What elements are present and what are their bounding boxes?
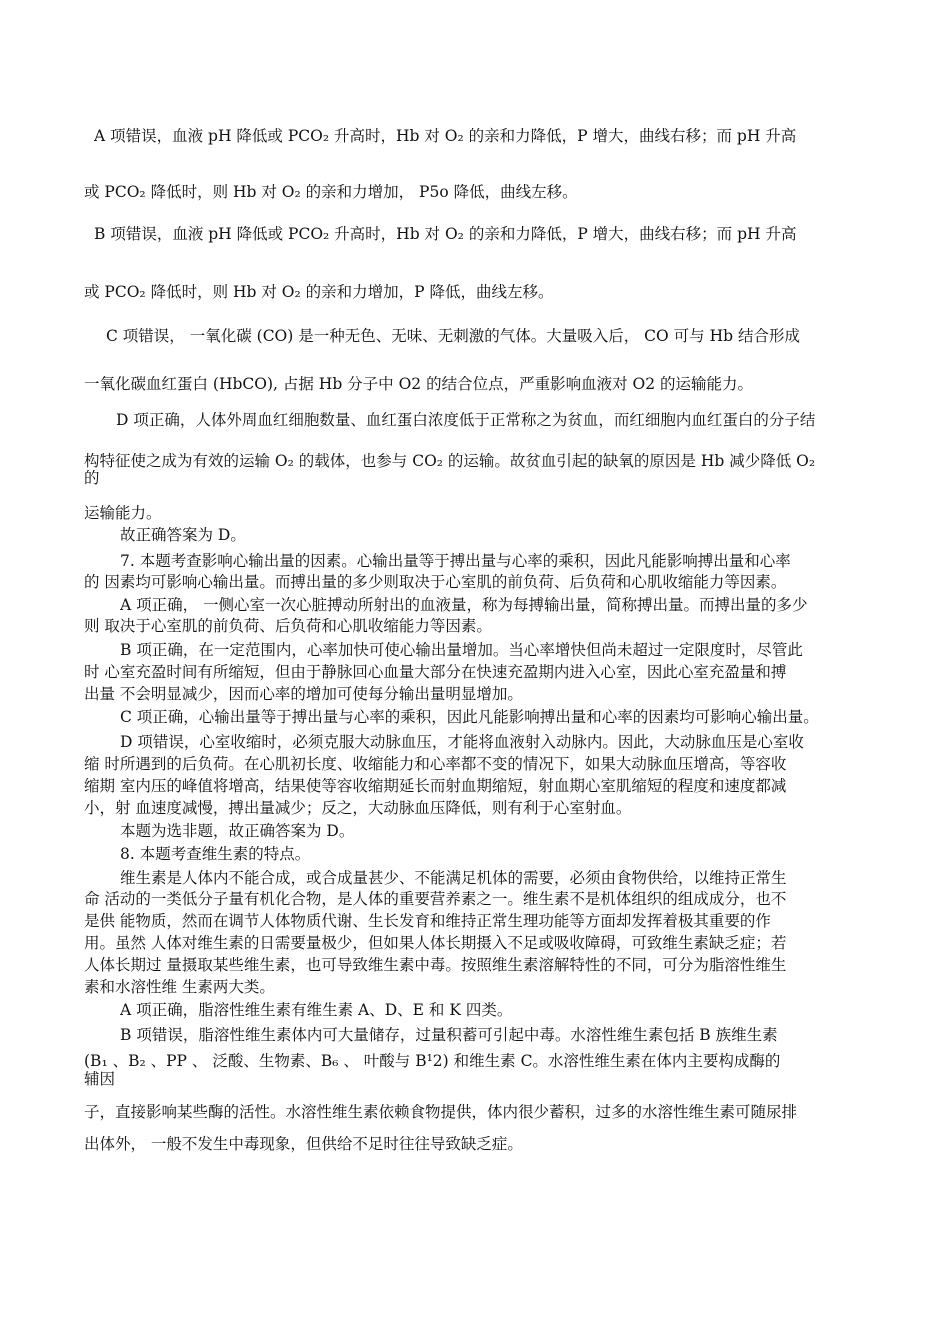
text-line: D 项错误，心室收缩时，必须克服大动脉血压，才能将血液射入动脉内。因此，大动脉血压是心室收 (120, 733, 804, 751)
text-line: 8. 本题考查维生素的特点。 (120, 845, 311, 863)
text-line: 子，直接影响某些酶的活性。水溶性维生素依赖食物提供，体内很少蓄积，过多的水溶性维生素可随尿排 (84, 1103, 798, 1121)
text-line: 运输能力。 (84, 504, 162, 522)
text-line: 或 PCO₂ 降低时，则 Hb 对 O₂ 的亲和力增加，P 降低，曲线左移。 (84, 283, 554, 301)
text-line: A 项错误，血液 pH 降低或 PCO₂ 升高时，Hb 对 O₂ 的亲和力降低，P 增大，曲线右移；而 pH 升高 (94, 127, 797, 145)
text-line: 本题为选非题，故正确答案为 D。 (120, 822, 355, 840)
text-line: 人体长期过 量摄取某些维生素，也可导致维生素中毒。按照维生素溶解特性的不同，可分为脂溶性维生 (84, 956, 787, 974)
text-line: 一氧化碳血红蛋白 (HbCO), 占据 Hb 分子中 O2 的结合位点，严重影响血液对 O2 的运输能力。 (84, 375, 754, 393)
text-line: C 项错误， 一氧化碳 (CO) 是一种无色、无味、无刺激的气体。大量吸入后， CO 可与 Hb 结合形成 (106, 327, 800, 345)
text-line: 小，射 血速度减慢，搏出量减少；反之，大动脉血压降低，则有利于心室射血。 (84, 799, 632, 817)
text-line: 命 活动的一类低分子量有机化合物，是人体的重要营养素之一。维生素不是机体组织的组成成分，也不 (84, 890, 787, 908)
text-line: 素和水溶性维 生素两大类。 (84, 978, 275, 996)
text-line: 缩 时所遇到的后负荷。在心肌初长度、收缩能力和心率都不变的情况下，如果大动脉血压增高，等容收 (84, 755, 787, 773)
text-line: 出体外， 一般不发生中毒现象，但供给不足时往往导致缺乏症。 (84, 1135, 523, 1153)
text-line: D 项正确，人体外周血红细胞数量、血红蛋白浓度低于正常称之为贫血，而红细胞内血红蛋白的分子结 (116, 411, 816, 429)
text-line: 故正确答案为 D。 (120, 526, 246, 544)
text-line: 的 因素均可影响心输出量。而搏出量的多少则取决于心室肌的前负荷、后负荷和心肌收缩能力等因素。 (84, 573, 787, 591)
text-line: B 项错误，脂溶性维生素体内可大量储存，过量积蓄可引起中毒。水溶性维生素包括 B 族维生素 (120, 1026, 778, 1044)
text-line: B 项错误，血液 pH 降低或 PCO₂ 升高时，Hb 对 O₂ 的亲和力降低，P 增大，曲线右移；而 pH 升高 (94, 225, 797, 243)
text-line: 或 PCO₂ 降低时，则 Hb 对 O₂ 的亲和力增加， P5o 降低，曲线左移。 (84, 183, 578, 201)
text-line: 时 心室充盈时间有所缩短，但由于静脉回心血量大部分在快速充盈期内进入心室，因此心室充盈量和搏 (84, 663, 787, 681)
text-line: 则 取决于心室肌的前负荷、后负荷和心肌收缩能力等因素。 (84, 617, 492, 635)
text-line: B 项正确，在一定范围内，心率加快可使心输出量增加。当心率增快但尚未超过一定限度时，尽管此 (120, 641, 803, 659)
text-line: 缩期 室内压的峰值将增高，结果使等容收缩期延长而射血期缩短，射血期心室肌缩短的程度和速度都减 (84, 777, 787, 795)
text-line: A 项正确，脂溶性维生素有维生素 A、D、E 和 K 四类。 (120, 1001, 513, 1019)
text-line: 维生素是人体内不能合成，或合成量甚少、不能满足机体的需要，必须由食物供给，以维持正常生 (120, 869, 787, 887)
text-line: 出量 不会明显减少，因而心率的增加可使每分输出量明显增加。 (84, 685, 523, 703)
text-line: 是供 能物质，然而在调节人体物质代谢、生长发育和维持正常生理功能等方面却发挥着极其重要的作 (84, 912, 771, 930)
text-line: 辅因 (84, 1070, 116, 1088)
text-line: A 项正确， 一侧心室一次心脏搏动所射出的血液量，称为每搏输出量，简称搏出量。而搏出量的多少 (120, 596, 808, 614)
text-line: 7. 本题考查影响心输出量的因素。心输出量等于搏出量与心率的乘积，因此凡能影响搏出量和心率 (120, 552, 791, 570)
text-line: (B₁ 、B₂ 、PP 、 泛酸、生物素、B₆ 、 叶酸与 B¹2) 和维生素 C。水溶性维生素在体内主要构成酶的 (84, 1052, 781, 1070)
text-line: 用。虽然 人体对维生素的日需要量极少，但如果人体长期摄入不足或吸收障碍，可致维生素缺乏症；若 (84, 934, 787, 952)
text-line: 构特征使之成为有效的运输 O₂ 的载体，也参与 CO₂ 的运输。故贫血引起的缺氧的原因是 Hb 减少降低 O₂ (84, 452, 816, 470)
text-line: 的 (84, 469, 100, 487)
text-line: C 项正确，心输出量等于搏出量与心率的乘积，因此凡能影响搏出量和心率的因素均可影响心输出量。 (120, 708, 819, 726)
